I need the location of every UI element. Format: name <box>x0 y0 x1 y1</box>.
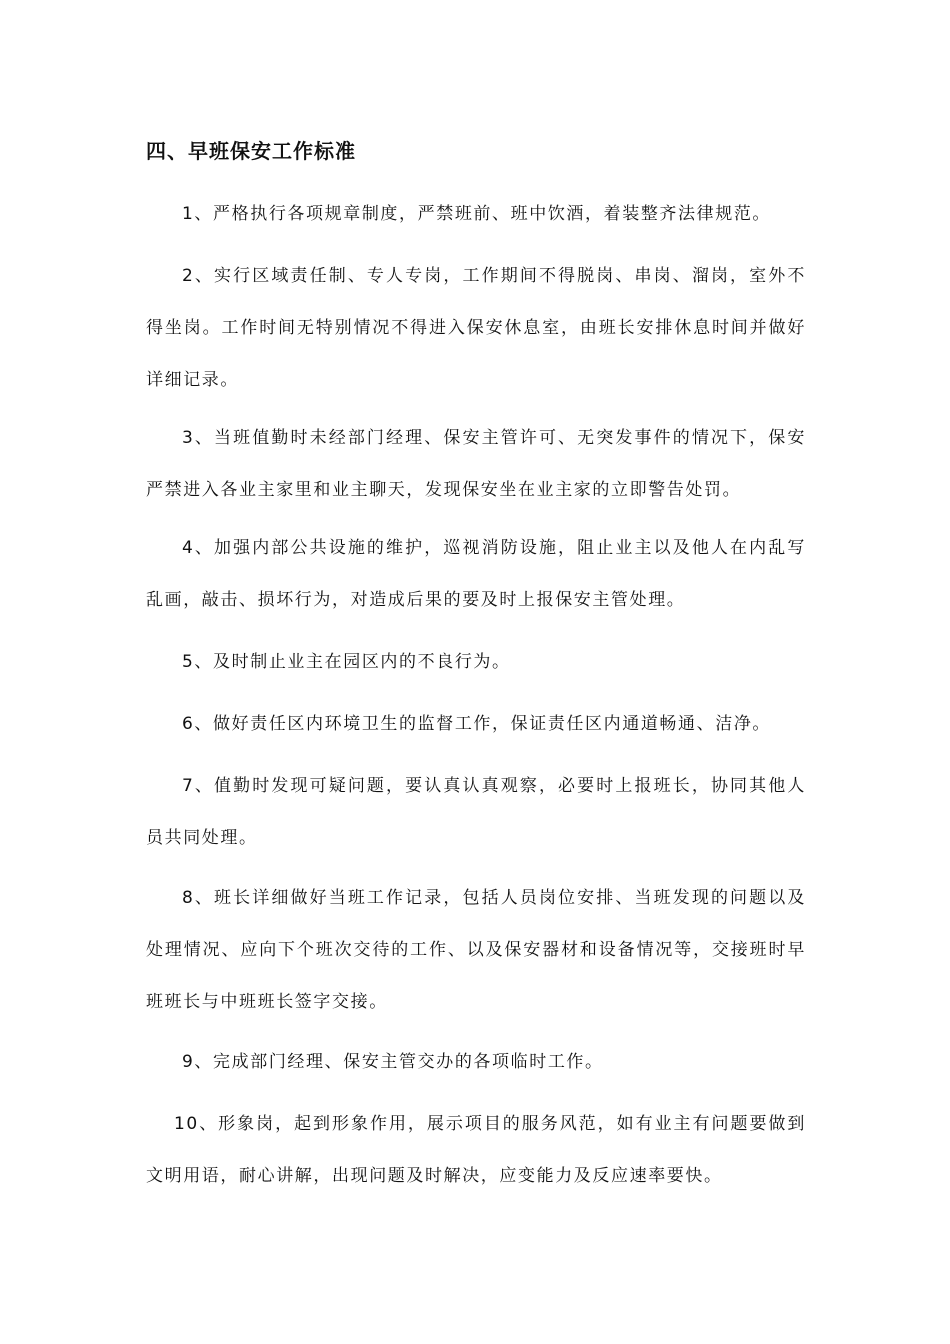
standard-item-2: 2、实行区域责任制、专人专岗，工作期间不得脱岗、串岗、溜岗，室外不得坐岗。工作时间无特别情况不得进入保安休息室，由班长安排休息时间并做好详细记录。 <box>146 266 806 390</box>
standard-item-3: 3、当班值勤时未经部门经理、保安主管许可、无突发事件的情况下，保安严禁进入各业主家里和业主聊天，发现保安坐在业主家的立即警告处罚。 <box>146 428 806 500</box>
standard-item-9: 9、完成部门经理、保安主管交办的各项临时工作。 <box>182 1052 604 1072</box>
section-heading: 四、早班保安工作标准 <box>146 139 356 163</box>
standard-item-4: 4、加强内部公共设施的维护，巡视消防设施，阻止业主以及他人在内乱写乱画，敲击、损坏行为，对造成后果的要及时上报保安主管处理。 <box>146 538 806 610</box>
standard-item-10: 10、形象岗，起到形象作用，展示项目的服务风范，如有业主有问题要做到文明用语，耐心讲解，出现问题及时解决，应变能力及反应速率要快。 <box>146 1114 806 1186</box>
standard-item-5: 5、及时制止业主在园区内的不良行为。 <box>182 652 511 672</box>
standard-item-1: 1、严格执行各项规章制度，严禁班前、班中饮酒，着装整齐法律规范。 <box>182 204 772 224</box>
standard-item-6: 6、做好责任区内环境卫生的监督工作，保证责任区内通道畅通、洁净。 <box>182 714 772 734</box>
standard-item-8: 8、班长详细做好当班工作记录，包括人员岗位安排、当班发现的问题以及处理情况、应向下个班次交待的工作、以及保安器材和设备情况等，交接班时早班班长与中班班长签字交接。 <box>146 888 806 1012</box>
standard-item-7: 7、值勤时发现可疑问题，要认真认真观察，必要时上报班长，协同其他人员共同处理。 <box>146 776 806 848</box>
